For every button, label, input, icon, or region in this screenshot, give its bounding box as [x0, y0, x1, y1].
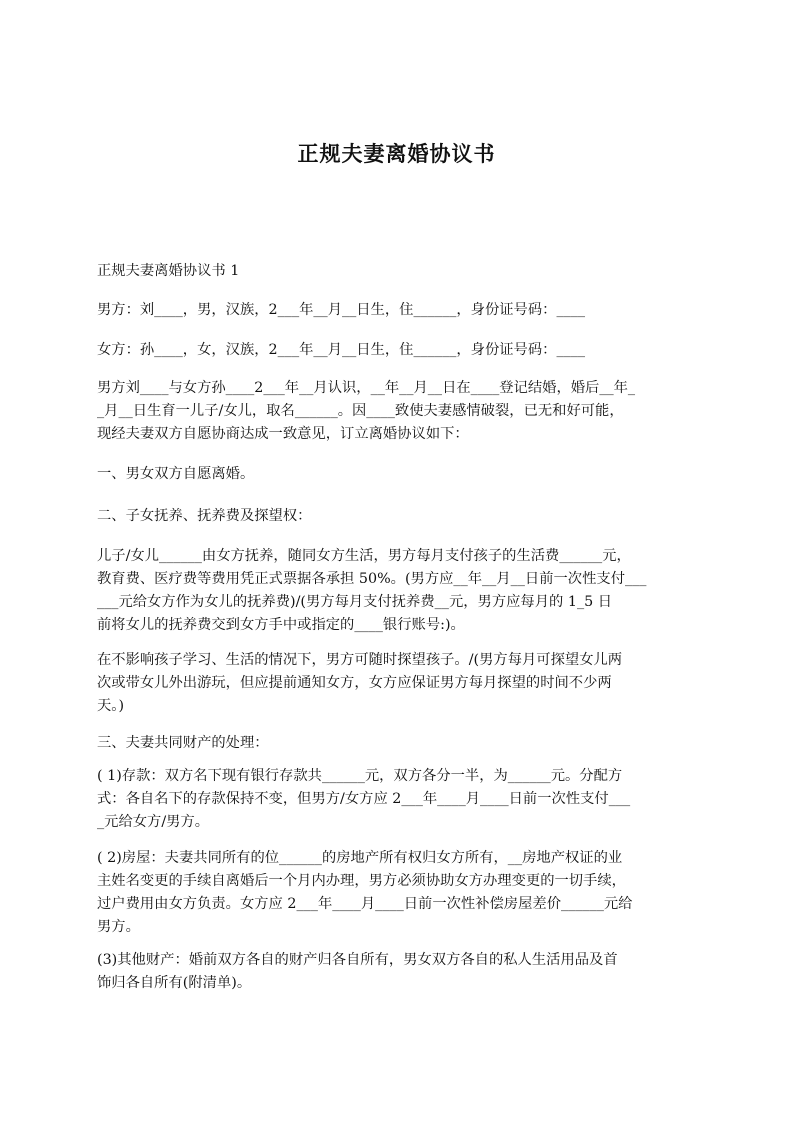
paragraph-line: 式：各自名下的存款保持不变，但男方/女方应 2___年____月____日前一次性支付___ — [97, 791, 631, 807]
paragraph-line: 男方。 — [97, 919, 140, 935]
paragraph-line: ( 1)存款：双方名下现有银行存款共______元，双方各分一半，为______元。分配方 — [97, 768, 623, 784]
article-3-heading: 三、夫妻共同财产的处理： — [97, 735, 269, 751]
document-title: 正规夫妻离婚协议书 — [297, 142, 496, 166]
paragraph-line: 儿子/女儿______由女方抚养，随同女方生活，男方每月支付孩子的生活费______元， — [97, 548, 631, 564]
paragraph-deposit — [97, 765, 697, 834]
paragraph-man-info: 男方：刘____，男，汉族，2___年__月__日生，住______，身份证号码：____ — [97, 302, 586, 318]
paragraph-line: _月__日生育一儿子/女儿，取名______。因____致使夫妻感情破裂，已无和好可能， — [97, 403, 624, 419]
paragraph-line: _元给女方/男方。 — [97, 814, 210, 830]
paragraph-line: (3)其他财产：婚前双方各自的财产归各自所有，男女双方各自的私人生活用品及首 — [97, 952, 618, 968]
paragraph-line: 男方刘____与女方孙____2___年__月认识，__年__月__日在____登记结婚，婚后__年_ — [97, 380, 636, 396]
paragraph-line: 过户费用由女方负责。女方应 2___年____月____日前一次性补偿房屋差价______元给 — [97, 896, 633, 912]
article-1-heading: 一、男女双方自愿离婚。 — [97, 466, 255, 482]
paragraph-house — [97, 847, 697, 939]
paragraph-line: 前将女儿的抚养费交到女方手中或指定的____银行账号:)。 — [97, 617, 465, 633]
paragraph-line: 天。) — [97, 698, 125, 714]
paragraph-intro — [97, 377, 697, 446]
paragraph-child-support — [97, 545, 697, 637]
paragraph-line: 饰归各自所有(附清单)。 — [97, 975, 252, 991]
paragraph-other-property — [97, 949, 697, 995]
document-subtitle: 正规夫妻离婚协议书 1 — [97, 263, 240, 279]
paragraph-line: ___元给女方作为女儿的抚养费)/(男方每月支付抚养费__元，男方应每月的 1_5 日 — [97, 594, 613, 610]
paragraph-visitation — [97, 649, 697, 718]
paragraph-line: 教育费、医疗费等费用凭正式票据各承担 50%。(男方应__年__月__日前一次性支付___ — [97, 571, 647, 587]
paragraph-line: 次或带女儿外出游玩，但应提前通知女方，女方应保证男方每月探望的时间不少两 — [97, 675, 612, 691]
paragraph-line: 现经夫妻双方自愿协商达成一致意见，订立离婚协议如下： — [97, 426, 469, 442]
article-2-heading: 二、子女抚养、抚养费及探望权： — [97, 508, 312, 524]
paragraph-line: 主姓名变更的手续自离婚后一个月内办理，男方必须协助女方办理变更的一切手续， — [97, 873, 626, 889]
paragraph-line: ( 2)房屋：夫妻共同所有的位______的房地产所有权归女方所有，__房地产权证的业 — [97, 850, 623, 866]
paragraph-line: 在不影响孩子学习、生活的情况下，男方可随时探望孩子。/(男方每月可探望女儿两 — [97, 652, 623, 668]
paragraph-woman-info: 女方：孙____，女，汉族，2___年__月__日生，住______，身份证号码：____ — [97, 342, 586, 358]
